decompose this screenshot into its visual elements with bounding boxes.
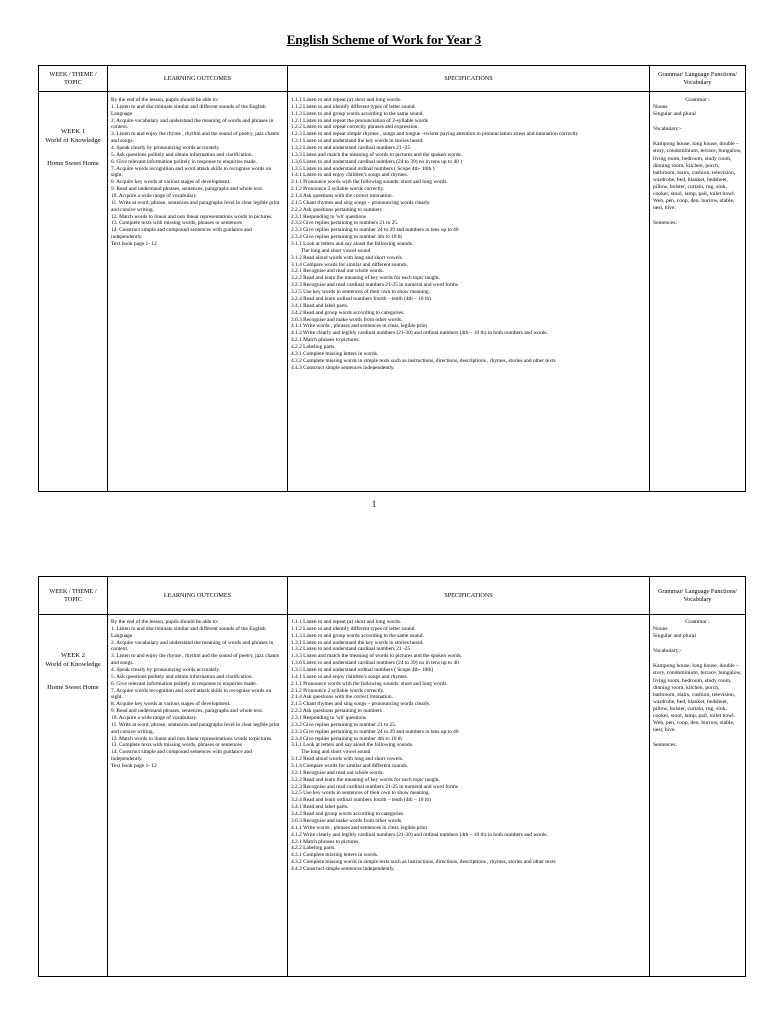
vocabulary-heading: Vocabulary:- bbox=[653, 648, 682, 655]
outcome-item: 8. Acquire key words at various stages of development. bbox=[111, 179, 231, 186]
specification-item: 2.3.2 Give replies pertaining to numbers 21 to 25. bbox=[291, 220, 399, 227]
outcome-item: 5. Ask questions politely and obtain information and clarification. bbox=[111, 151, 253, 158]
outcomes-intro: By the end of the lesson, pupils should be able to: bbox=[111, 619, 219, 625]
specification-item: 2.3.4 Give replies pertaining to number 4th to 10 th bbox=[291, 735, 402, 742]
vocabulary-list: Kampong house, long house, double –story, condominium, terrace, bungalow, living room, bedroom, study room, dinning room, kitchen, porch, bathroom, stairs, cushion, television, wardrobe, bed, blanket, bedsheet, pillow, bolster, curtain, rug, sink, cooker, stool, lamp, pail, toilet bowl. bbox=[653, 663, 742, 720]
specification-item: 1.1.3 Listen to and group words according to the same sound. bbox=[291, 632, 424, 639]
header-week: WEEK / THEME / TOPIC bbox=[39, 577, 108, 615]
grammar-item: Nouns bbox=[653, 626, 668, 633]
outcome-item: 7. Acquire words recognition and word attack skills to recognise words on sight. bbox=[111, 687, 272, 701]
grammar-cell bbox=[650, 92, 746, 492]
topic-label: Home Sweet Home bbox=[47, 159, 99, 167]
outcome-item: 10. Acquire a wide range of vocabulary. bbox=[111, 193, 198, 200]
specification-item: 2.3.4 Give replies pertaining to number 4th to 10 th bbox=[291, 234, 402, 241]
sentences-heading: Sentences: bbox=[653, 220, 677, 227]
specification-item: 2.2.2 Ask questions pertaining to numbers . bbox=[291, 708, 385, 715]
header-outcomes: LEARNING OUTCOMES bbox=[108, 66, 288, 92]
specification-item: 3.2.2 Read and learn the meaning of key words for each topic taught. bbox=[291, 275, 440, 282]
specification-item: 3.1.2 Read aloud words with long and short vowels. bbox=[291, 756, 404, 763]
outcome-item: 13. Complete texts with missing words, phrases or sentences bbox=[111, 742, 242, 749]
document-title: English Scheme of Work for Year 3 bbox=[286, 32, 482, 47]
specification-item: 3.2.3 Recognise and read cardinal numbers 21-25 in numeral and word forms bbox=[291, 282, 458, 289]
specification-item: 4.2.1 Match phrases to pictures. bbox=[291, 337, 360, 344]
specification-item: 4.4.3 Construct simple sentences independently. bbox=[291, 865, 395, 872]
outcome-item: 12. Match words to linear and non linear representations words to pictures. bbox=[111, 213, 273, 220]
theme-label: World of Knowledge bbox=[45, 660, 101, 668]
specification-item: 2.1.1 Pronounce words with the following sounds: short and long words. bbox=[291, 680, 448, 687]
specification-item: 4.2.1 Match phrases to pictures. bbox=[291, 838, 360, 845]
specification-item: 2.1.1 Pronounce words with the following sounds: short and long words. bbox=[291, 179, 448, 186]
specification-item: 3.2.4 Read and learn ordinal numbers fourth – tenth (4th – 10 th) bbox=[291, 295, 431, 302]
specification-item: 4.3.1 Complete missing letters in words. bbox=[291, 350, 379, 357]
specification-item: The long and short vowel sound bbox=[301, 749, 371, 756]
specifications-list bbox=[291, 97, 646, 371]
specification-item: 1.1.1 Listen to and repeat (a) short and long words. bbox=[291, 619, 402, 625]
grammar-heading: Grammar : bbox=[685, 619, 710, 625]
outcome-item: 8. Acquire key words at various stages of development. bbox=[111, 701, 231, 708]
specification-item: 1.3.2 Listen to and understand cardinal numbers 21 -25 bbox=[291, 145, 411, 152]
week-label: WEEK 1 bbox=[61, 128, 85, 135]
specification-item: 3.2.2 Read and learn the meaning of key words for each topic taught. bbox=[291, 776, 440, 783]
specifications-cell bbox=[288, 615, 650, 977]
outcome-item: 3. Listen to and enjoy the rhyme , rhythm and the sound of poetry, jazz chants and songs. bbox=[111, 131, 279, 145]
outcome-item: 2. Acquire vocabulary and understand the meaning of words and phrases in context. bbox=[111, 639, 274, 653]
header-specifications: SPECIFICATIONS bbox=[288, 577, 650, 615]
specification-item: 2.1.2 Pronounce 2 syllable words correctly. bbox=[291, 186, 385, 193]
specification-item: 1.3.5 Listen to and understand ordinal numbers ( Scope 4th- 10th ) bbox=[291, 165, 435, 172]
specification-item: 2.3.1 Responding to 'wh' questions bbox=[291, 715, 367, 722]
textbook-ref: Text book page 1- 12 bbox=[111, 763, 157, 770]
specification-item: 3.1.2 Read aloud words with long and short vowels. bbox=[291, 254, 404, 261]
specification-item: 2.1.4 Ask questions with the correct intonation. bbox=[291, 694, 393, 701]
specification-item: 1.2.2 Listen to and repeat correctly phrases and expression. bbox=[291, 124, 419, 131]
header-week: WEEK / THEME / TOPIC bbox=[39, 66, 108, 92]
outcome-item: 5. Ask questions politely and obtain information and clarification. bbox=[111, 673, 253, 680]
specification-item: 4.4.3 Construct simple sentences independently. bbox=[291, 364, 395, 371]
specification-item: 4.1.2 Write clearly and legibly cardinal numbers (21-30) and ordinal numbers (4th – 10 th) in both numbers and words. bbox=[291, 330, 548, 337]
specification-item: 1.3.3 Listen and match the meaning of words to pictures and the spoken words. bbox=[291, 151, 462, 158]
specification-item: 1.4.1 Listen to and enjoy children's songs and rhymes. bbox=[291, 673, 409, 680]
specification-item: 2.3.3 Give replies pertaining to number 24 to 39 and numbers in tens up to 40 bbox=[291, 227, 459, 234]
specification-item: 3.2.5 Use key words in sentences of their own to show meaning. bbox=[291, 289, 430, 296]
specification-item: 4.3.1 Complete missing letters in words. bbox=[291, 852, 379, 859]
scheme-table-week-2 bbox=[38, 576, 746, 977]
specification-item: 1.3.2 Listen to and understand cardinal numbers 21 -25 bbox=[291, 646, 411, 653]
header-grammar: Grammar/ Language Functions/ Vocabulary bbox=[650, 577, 746, 615]
outcome-item: 2. Acquire vocabulary and understand the meaning of words and phrases in context. bbox=[111, 117, 274, 131]
header-outcomes: LEARNING OUTCOMES bbox=[108, 577, 288, 615]
grammar-item: Nouns bbox=[653, 104, 668, 111]
specification-item: 3.6.3 Recognise and make words from other words. bbox=[291, 316, 403, 323]
outcome-item: 13. Complete texts with missing words, phrases or sentences bbox=[111, 220, 242, 227]
specification-item: 1.2.1 Listen to and repeat the pronunciation of 2-syllable words bbox=[291, 117, 428, 124]
specification-item: 3.2.1 Recognise and read out whole words. bbox=[291, 268, 384, 275]
specification-item: The long and short vowel sound bbox=[301, 247, 371, 254]
specification-item: 1.3.3 Listen and match the meaning of words to pictures and the spoken words. bbox=[291, 653, 462, 660]
specification-item: 1.1.3 Listen to and group words according to the same sound. bbox=[291, 110, 424, 117]
week-label: WEEK 2 bbox=[61, 652, 85, 659]
scheme-table-week-1 bbox=[38, 65, 746, 492]
outcome-item: 4. Speak clearly by pronouncing words accurately. bbox=[111, 667, 220, 674]
specification-item: 2.1.2 Pronounce 2 syllable words correctly. bbox=[291, 687, 385, 694]
outcomes-list bbox=[111, 626, 284, 763]
specification-item: 3.1.1 Look at letters and say aloud the following sounds. bbox=[291, 241, 414, 248]
outcome-item: 4. Speak clearly by pronouncing words accurately. bbox=[111, 145, 220, 152]
specification-item: 3.4.2 Read and group words according to categories. bbox=[291, 811, 405, 818]
outcome-item: 6. Give relevant information politely in response to enquiries made. bbox=[111, 158, 257, 165]
page-number: 1 bbox=[371, 499, 377, 509]
specifications-list bbox=[291, 619, 646, 873]
outcome-item: 12. Match words to linear and non linear representations words to pictures. bbox=[111, 735, 273, 742]
specification-item: 3.2.3 Recognise and read cardinal numbers 21-25 in numeral and word forms bbox=[291, 783, 458, 790]
specification-item: 3.2.4 Read and learn ordinal numbers fourth – tenth (4th – 10 th) bbox=[291, 797, 431, 804]
specification-item: 4.1.1 Write words , phrases and sentences in clear, legible print bbox=[291, 824, 427, 831]
sentences-heading: Sentences: bbox=[653, 742, 677, 749]
specification-item: 3.1.1 Look at letters and say aloud the following sounds. bbox=[291, 742, 414, 749]
specification-item: 1.1.2 Listen to and identify different types of letter sound. bbox=[291, 625, 416, 632]
outcome-item: 9. Read and understand phrases, sentences, paragraphs and whole text. bbox=[111, 708, 264, 715]
header-specifications: SPECIFICATIONS bbox=[288, 66, 650, 92]
grammar-heading: Grammar : bbox=[685, 97, 710, 103]
outcome-item: 7. Acquire words recognition and word attack skills to recognise words on sight. bbox=[111, 165, 272, 179]
specification-item: 1.2.3 Listen to and repeat simple rhymes , songs and tongue –twister paying attention to pronunciation stress and intonation correctly bbox=[291, 131, 579, 138]
specification-item: 4.2.2 Labeling parts. bbox=[291, 343, 336, 350]
specification-item: 3.6.3 Recognise and make words from other words. bbox=[291, 817, 403, 824]
specification-item: 2.1.5 Chant rhymes and sing songs – pronouncing words clearly. bbox=[291, 199, 431, 206]
specification-item: 2.1.4 Ask questions with the correct intonation. bbox=[291, 193, 393, 200]
specification-item: 1.1.2 Listen to and identify different types of letter sound. bbox=[291, 103, 416, 110]
outcome-item: 9. Read and understand phrases, sentences, paragraphs and whole text. bbox=[111, 186, 264, 193]
week-cell bbox=[39, 92, 108, 492]
specification-item: 3.2.1 Recognise and read out whole words. bbox=[291, 769, 384, 776]
vocabulary-list: Kampong house, long house, double –story, condominium, terrace, bungalow, living room, bedroom, study room, dinning room, kitchen, porch, bathroom, stairs, cushion, television, wardrobe, bed, blanket, bedsheet, pillow, bolster, curtain, rug, sink, cooker, stool, lamp, pail, toilet bowl. bbox=[653, 141, 742, 198]
outcomes-list bbox=[111, 104, 284, 241]
specification-item: 4.2.2 Labeling parts. bbox=[291, 845, 336, 852]
outcome-item: 14. Construct simple and compound sentences with guidance and independently. bbox=[111, 749, 252, 763]
specification-item: 4.1.1 Write words , phrases and sentences in clear, legible print bbox=[291, 323, 427, 330]
specification-item: 1.3.5 Listen to and understand ordinal numbers ( Scope 4th- 10th) bbox=[291, 667, 434, 674]
outcomes-cell bbox=[108, 92, 288, 492]
outcome-item: 10. Acquire a wide range of vocabulary. bbox=[111, 715, 198, 722]
specification-item: 3.4.1 Read and label parts. bbox=[291, 302, 349, 309]
week-cell bbox=[39, 615, 108, 977]
specification-item: 4.3.2 Complete missing words in simple texts such as instructions, directions, descriptions , rhymes, stories and other texts bbox=[291, 357, 556, 364]
outcomes-cell bbox=[108, 615, 288, 977]
outcome-item: 11. Write at word, phrase, sentences and paragraphs level in clear legible print and cursive writing. bbox=[111, 199, 280, 213]
specification-item: 3.4.2 Read and group words according to categories. bbox=[291, 309, 405, 316]
specification-item: 1.4.1 Listen to and enjoy children's songs and rhymes. bbox=[291, 172, 409, 179]
outcome-item: 14. Construct simple and compound sentences with guidance and independently. bbox=[111, 227, 252, 241]
vocabulary-heading: Vocabulary:- bbox=[653, 126, 682, 133]
specification-item: 2.3.3 Give replies pertaining to number 24 to 39 and numbers in tens up to 40 bbox=[291, 728, 459, 735]
specification-item: 2.3.2 Give replies pertaining to number 21 to 25. bbox=[291, 721, 397, 728]
outcome-item: 1. Listen to and discriminate similar and different sounds of the English Language bbox=[111, 625, 266, 639]
outcome-item: 1. Listen to and discriminate similar and different sounds of the English Language bbox=[111, 103, 266, 117]
specification-item: 1.1.1 Listen to and repeat (a) short and long words. bbox=[291, 97, 402, 103]
specification-item: 3.2.5 Use key words in sentences of their own to show meaning. bbox=[291, 790, 430, 797]
grammar-item: Singular and plural bbox=[653, 633, 696, 640]
topic-label: Home Sweet Home bbox=[47, 683, 99, 691]
specification-item: 3.4.1 Read and label parts. bbox=[291, 804, 349, 811]
specification-item: 2.3.1 Responding to 'wh' questions bbox=[291, 213, 367, 220]
textbook-ref: Text book page 1- 12 bbox=[111, 241, 157, 248]
vocabulary-list-2: Web, pen, coop, den, burrow, stable, nest, hive. bbox=[653, 198, 735, 212]
specification-item: 2.1.5 Chant rhymes and sing songs – pronouncing words clearly. bbox=[291, 701, 431, 708]
outcome-item: 11. Write at word, phrase, sentences and paragraphs level in clear legible print and cursive writing. bbox=[111, 721, 280, 735]
theme-label: World of Knowledge bbox=[45, 136, 101, 144]
specification-item: 1.3.1 Listen to and understand the key words in stories heard. bbox=[291, 639, 424, 646]
specifications-cell bbox=[288, 92, 650, 492]
outcome-item: 3. Listen to and enjoy the rhyme , rhythm and the sound of poetry, jazz chants and songs. bbox=[111, 653, 279, 667]
specification-item: 4.1.2 Write clearly and legibly cardinal numbers (21-30) and ordinal numbers (4th – 10 th) in both numbers and words. bbox=[291, 831, 548, 838]
specification-item: 4.3.2 Complete missing words in simple texts such as instructions, directions, descriptions , rhymes, stories and other texts bbox=[291, 859, 556, 866]
grammar-item: Singular and plural bbox=[653, 111, 696, 118]
specification-item: 1.3.6 Listen to and understand cardinal numbers (24 to 39) no in tens up to 40 ) bbox=[291, 158, 462, 165]
grammar-cell bbox=[650, 615, 746, 977]
specification-item: 3.1.4 Compare words for similar and different sounds. bbox=[291, 261, 408, 268]
outcomes-intro: By the end of the lesson, pupils should be able to: bbox=[111, 97, 219, 103]
specification-item: 3.1.4 Compare words for similar and different sounds. bbox=[291, 763, 408, 770]
specification-item: 1.3.1 Listen to and understand the key words in stories heard. bbox=[291, 138, 424, 145]
specification-item: 1.3.6 Listen to and understand cardinal numbers (24 to 39) no in tens up to 40 bbox=[291, 660, 459, 667]
header-grammar: Grammar/ Language Functions/ Vocabulary bbox=[650, 66, 746, 92]
specification-item: 2.2.2 Ask questions pertaining to numbers . bbox=[291, 206, 385, 213]
vocabulary-list-2: Web, pen, coop, den, burrow, stable, nest, hive. bbox=[653, 720, 735, 734]
outcome-item: 6. Give relevant information politely in response to enquiries made. bbox=[111, 680, 257, 687]
